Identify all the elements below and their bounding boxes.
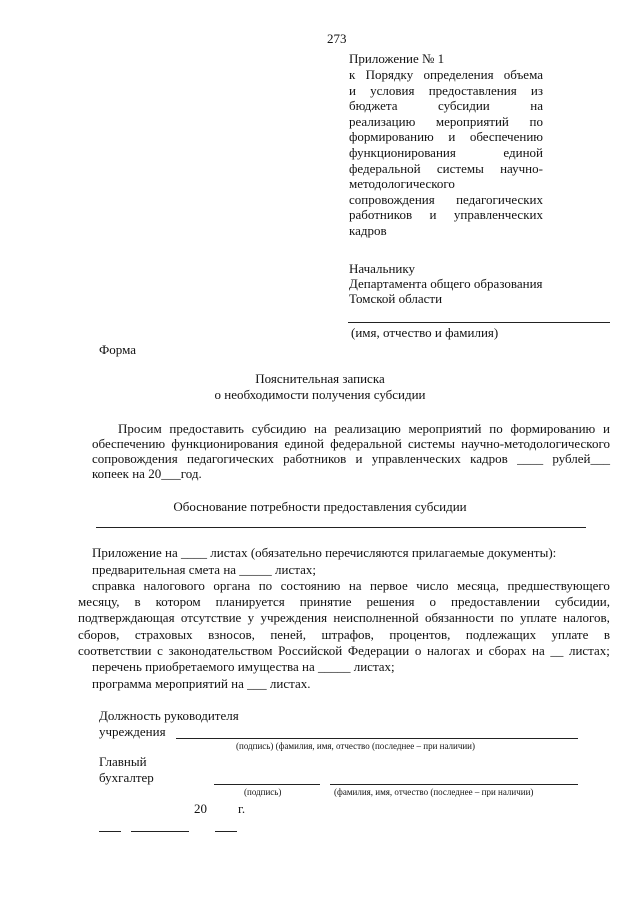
addressee-name-line[interactable] [348,322,610,323]
justification-line[interactable] [96,527,586,528]
word: и [448,129,456,145]
word: педагогических [456,191,543,207]
word: планируется [215,594,285,610]
date-year-line[interactable] [215,831,237,832]
word: федеральной [330,436,402,451]
appendix-line-11 [349,223,387,239]
word: налогах [426,642,471,658]
addressee-line-2: Департамента общего образования [349,276,543,291]
appendix-line-10 [349,207,543,223]
word: ____ [517,451,544,466]
word: и [475,642,483,658]
word: налогового [143,578,205,593]
word: предоставлении [450,594,540,610]
word: и [429,207,437,223]
accountant-name-line[interactable] [330,784,578,785]
word: сборов, [78,626,120,642]
word: Российской [278,642,343,658]
word: сопровождения [92,451,178,466]
word: системы [408,436,455,451]
word: реализацию [349,113,416,129]
head-signature-line[interactable] [176,738,578,739]
word: работников [283,451,347,466]
word: методологического [349,176,455,192]
word: формированию [510,421,596,436]
word: уплате [520,610,557,626]
word: единой [503,145,543,160]
word: бюджета [349,98,398,114]
word: обеспечению [92,436,166,451]
date-month-line[interactable] [131,831,189,832]
request-line-3 [92,451,610,467]
word: педагогических [186,451,274,466]
word: к [349,67,356,82]
request-line-1 [118,421,610,437]
word: предоставить [169,421,244,436]
word: пеней, [270,626,306,642]
appendix-line-4 [349,114,543,130]
word: о [429,594,436,610]
word: __ [550,642,564,658]
word: системы [436,160,484,176]
tax-line-4 [78,627,610,643]
word: обеспечению [469,129,543,145]
word: на [532,642,545,658]
word: кадров [349,223,387,238]
word: мероприятий [435,113,509,129]
word: в [603,626,610,642]
word: по [258,578,273,593]
addressee-line-1: Начальнику [349,261,416,276]
word: учреждения [260,610,328,626]
word: функционирования [171,436,279,451]
word: реализацию [334,421,401,436]
word: научно- [500,160,543,176]
attachment-property-list: перечень приобретаемого имущества на _____ листах; [92,659,395,674]
word: справка [92,578,136,593]
appendix-line-8 [349,176,455,192]
word: подлежащих [465,626,537,642]
appendix-line-2 [349,83,543,99]
word: первое [370,578,408,593]
word: взносов, [208,626,255,642]
word: федеральной [349,160,421,176]
word: предшествующего [507,578,610,593]
word: неисполненной [333,610,419,626]
word: из [530,82,543,98]
accountant-name-caption: (фамилия, имя, отчество (последнее – при наличии) [334,787,534,797]
word: по [500,610,514,626]
accountant-label-2: бухгалтер [99,770,154,785]
word: подтверждающая [78,610,175,626]
word: штрафов, [321,626,374,642]
word: на [314,421,327,436]
word: по [489,421,503,436]
request-line-4: копеек на 20___год. [92,466,202,481]
note-title-line-2: о необходимости получения субсидии [214,387,426,402]
word: сопровождения [349,191,435,207]
word: Федерации [347,642,410,658]
word: страховых [134,626,193,642]
word: функционирования [349,145,456,160]
appendix-title: Приложение № 1 [349,51,445,66]
word: у [247,610,255,626]
appendix-line-6 [349,145,543,161]
word: предоставления [428,82,517,98]
word: Просим [118,421,162,436]
word: отсутствие [180,610,242,626]
form-label: Форма [99,342,136,357]
word: Порядку [365,67,414,82]
word: уплате [551,626,589,642]
word: соответствии [78,642,152,658]
word: рублей___ [552,451,610,466]
page-number: 273 [327,31,347,46]
addressee-name-caption: (имя, отчество и фамилия) [351,325,499,340]
tax-line-5 [78,643,610,659]
word: кадров [470,451,508,466]
word: научно-методологического [461,436,610,451]
word: процентов, [389,626,451,642]
word: определения [423,67,494,82]
word: решения [366,594,415,610]
word: с [157,642,163,658]
appendix-line-7 [349,161,543,177]
appendix-line-1 [349,67,543,83]
appendix-line-3 [349,98,543,114]
word: принятие [299,594,352,610]
word: законодательством [168,642,273,658]
word: на [530,98,543,114]
word: управленческих [453,207,543,223]
word: объема [503,67,543,82]
word: и [355,451,363,466]
word: органа [213,578,251,593]
word: котором [155,594,201,610]
tax-line-1 [92,578,610,594]
word: обязанности [425,610,494,626]
addressee-line-3: Томской области [349,291,443,306]
head-position-label: Должность руководителя [99,708,239,723]
word: о [414,642,422,658]
accountant-label-1: Главный [99,754,147,769]
word: налогов, [563,610,610,626]
word: листах; [568,642,610,658]
note-title-line-1: Пояснительная записка [255,371,385,386]
head-signature-caption: (подпись) (фамилия, имя, отчество (последнее – при наличии) [236,741,475,751]
appendix-line-5 [349,129,543,145]
attachments-intro: Приложение на ____ листах (обязательно перечисляются прилагаемые документы): [92,545,557,560]
word: и [602,421,610,436]
date-year-prefix: 20 [194,801,207,816]
word: субсидию [251,421,307,436]
date-year-suffix: г. [238,801,246,816]
attachment-estimate: предварительная смета на _____ листах; [92,562,316,577]
date-day-line[interactable] [99,831,121,832]
word: месяцу, [78,594,120,610]
word: состоянию [280,578,341,593]
accountant-sign-caption: (подпись) [244,787,282,797]
word: число [416,578,449,593]
tax-line-3 [78,610,610,626]
word: субсидии [437,98,490,114]
attachment-program: программа мероприятий на ___ листах. [92,676,311,691]
appendix-line-9 [349,192,543,208]
request-line-2 [92,436,610,452]
word: мероприятий [408,421,482,436]
word: единой [284,436,324,451]
word: условия [370,82,415,98]
word: управленческих [371,451,461,466]
accountant-sign-line[interactable] [214,784,320,785]
word: сборах [488,642,527,658]
word: месяца, [456,578,499,593]
tax-line-2 [78,594,610,610]
word: формированию [349,129,434,145]
word: по [529,113,543,129]
justification-heading: Обоснование потребности предоставления субсидии [173,499,467,514]
word: субсидии, [554,594,610,610]
word: в [134,594,141,610]
word: и [349,82,356,98]
head-institution-label: учреждения [99,724,166,739]
word: на [348,578,362,593]
word: работников [349,207,413,223]
